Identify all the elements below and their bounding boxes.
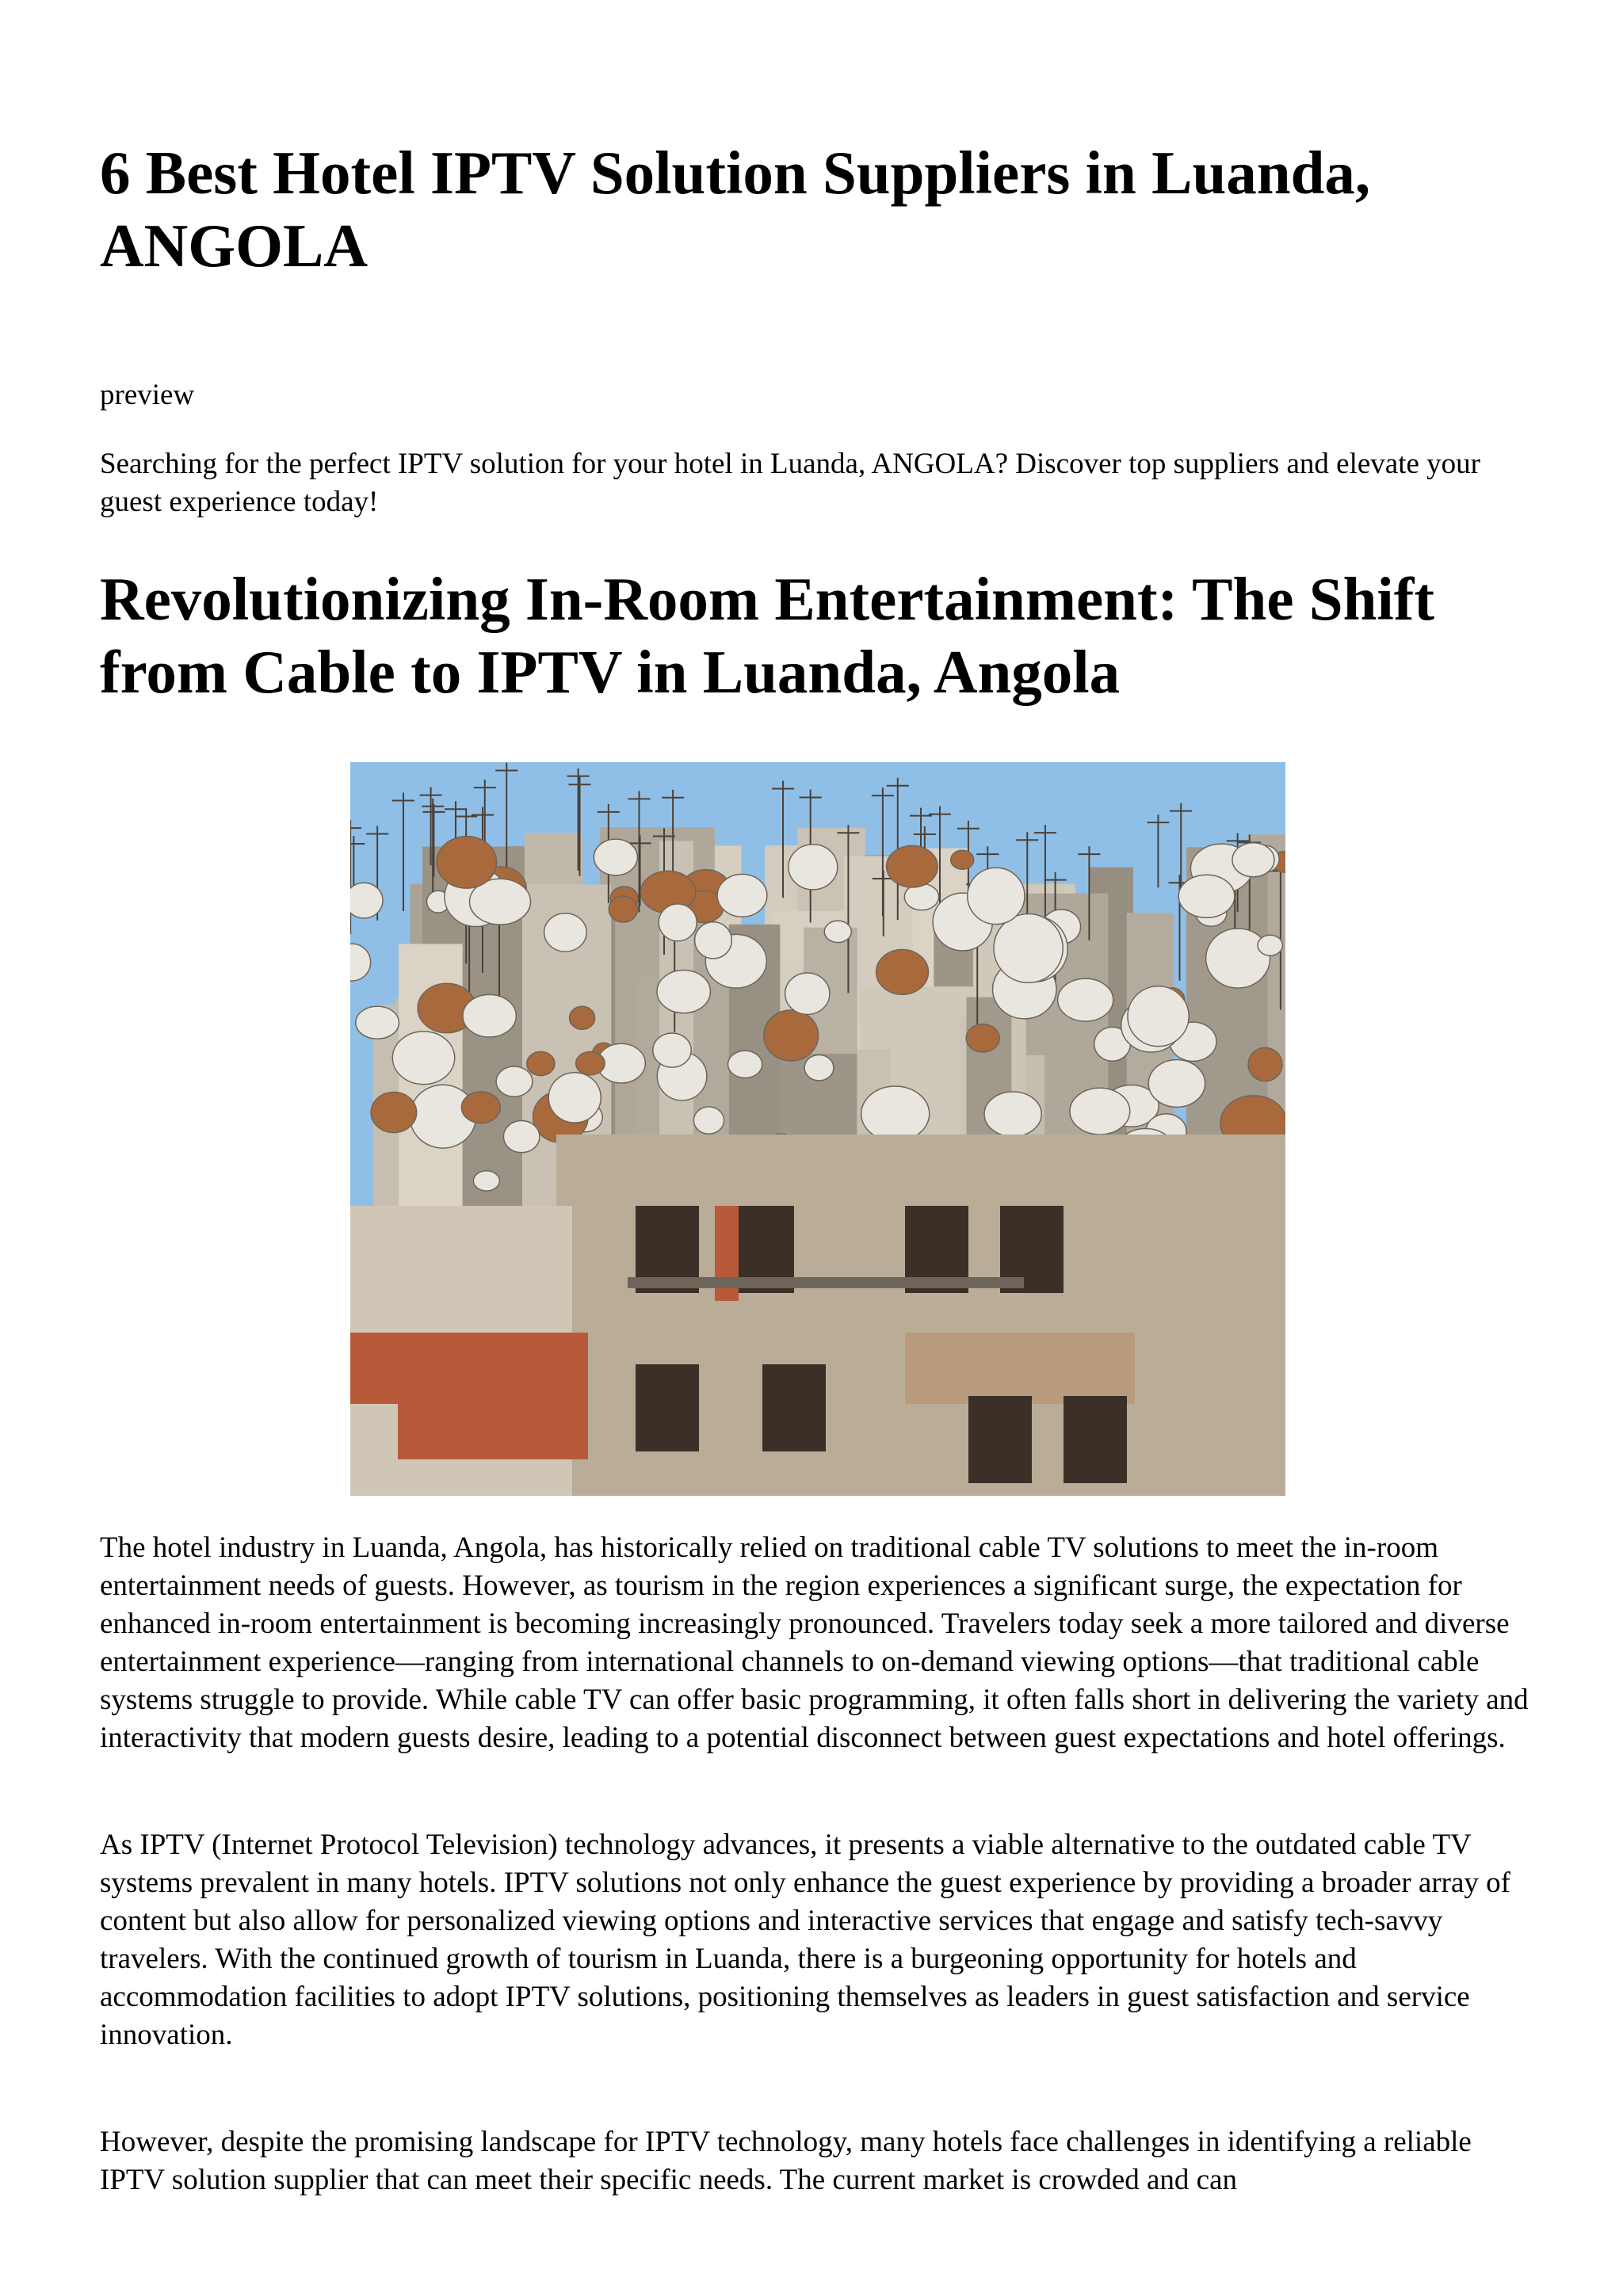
satellite-dish (861, 1086, 930, 1141)
satellite-dish (1206, 929, 1270, 988)
satellite-dish (594, 839, 637, 875)
window (1064, 1396, 1127, 1483)
satellite-dish (527, 1051, 555, 1075)
satellite-dish (1128, 986, 1189, 1047)
satellite-dish (695, 922, 732, 959)
satellite-dish (968, 868, 1025, 924)
satellite-dish (984, 1092, 1041, 1137)
satellite-dish (994, 913, 1063, 982)
satellite-dish (717, 874, 767, 917)
satellite-dish (785, 973, 830, 1014)
satellite-dish (1178, 875, 1235, 917)
satellite-dish (1248, 1047, 1282, 1081)
paragraph-2: As IPTV (Internet Protocol Television) technology advances, it presents a viable alternative to the outdated cable TV systems prevalent in many hotels. IPTV solutions not only enhance the guest experience by providing a broader array of content but also allow for personalized viewing options and interactive services that engage and satisfy tech-savvy travelers. With the continued growth of tourism in Luanda, there is a burgeoning opportunity for hotels and accommodation facilities to adopt IPTV solutions, positioning themselves as leaders in guest satisfaction and service innovation. (100, 1829, 1510, 2051)
satellite-dish (951, 850, 974, 869)
satellite-dish (657, 970, 710, 1013)
satellite-dish (496, 1066, 533, 1097)
satellite-dish (653, 1033, 691, 1067)
satellite-dish (789, 845, 838, 890)
satellite-dish (473, 1171, 499, 1191)
window (968, 1396, 1032, 1483)
satellite-dish (371, 1093, 417, 1133)
satellite-dish (350, 883, 383, 918)
window (762, 1364, 826, 1451)
hero-image (350, 762, 1285, 1496)
satellite-dish (392, 1032, 454, 1085)
rooftops-satellite-dishes-photo (350, 762, 1285, 1496)
intro-text: Searching for the perfect IPTV solution for your hotel in Luanda, ANGOLA? Discover top suppliers and elevate your guest experience today! (100, 448, 1480, 518)
satellite-dish (544, 913, 587, 952)
satellite-dish (728, 1051, 762, 1077)
section-heading: Revolutionizing In-Room Entertainment: The Shift from Cable to IPTV in Luanda, Angola (100, 565, 1435, 706)
satellite-dish (461, 1092, 500, 1123)
satellite-dish (1258, 935, 1282, 955)
satellite-dish (503, 1121, 540, 1153)
satellite-dish (876, 950, 929, 995)
satellite-dish (1070, 1088, 1130, 1135)
striped-awning-left (398, 1380, 588, 1459)
page-title: 6 Best Hotel IPTV Solution Suppliers in Luanda, ANGOLA (100, 139, 1371, 280)
satellite-dish (804, 1055, 834, 1080)
satellite-dish (609, 896, 637, 922)
satellite-dish (966, 1024, 999, 1052)
satellite-dish (437, 837, 496, 888)
paragraph-3: However, despite the promising landscape for IPTV technology, many hotels face challenges in identifying a reliable IPTV solution supplier that can meet their specific needs. The current market is crowded and can (100, 2126, 1472, 2196)
satellite-dish (764, 1010, 819, 1061)
satellite-dish (887, 845, 938, 887)
satellite-dish (548, 1073, 601, 1123)
satellite-dish (1148, 1060, 1205, 1108)
window (636, 1364, 699, 1451)
satellite-dish (693, 1107, 724, 1134)
satellite-dish (356, 1006, 399, 1039)
satellite-dish (824, 921, 851, 942)
satellite-dish (570, 1006, 595, 1029)
satellite-dish (576, 1052, 605, 1075)
satellite-dish (1232, 843, 1274, 877)
preview-label: preview (100, 379, 195, 411)
satellite-dish (659, 904, 697, 941)
paragraph-1: The hotel industry in Luanda, Angola, has historically relied on traditional cable TV solutions to meet the in-room entertainment needs of guests. However, as tourism in the region experiences a significant surge, the expectation for enhanced in-room entertainment is becoming increasingly pronounced. Travelers today seek a more tailored and diverse entertainment experience—ranging from international channels to on-demand viewing options—that traditional cable systems struggle to provide. While cable TV can offer basic programming, it often falls short in delivering the variety and interactivity that modern guests desire, leading to a potential disconnect between guest expectations and hotel offerings. (100, 1531, 1529, 1754)
awning-right (905, 1333, 1135, 1404)
balcony-rail (628, 1277, 1024, 1288)
satellite-dish (1058, 978, 1113, 1021)
satellite-dish (463, 994, 516, 1037)
